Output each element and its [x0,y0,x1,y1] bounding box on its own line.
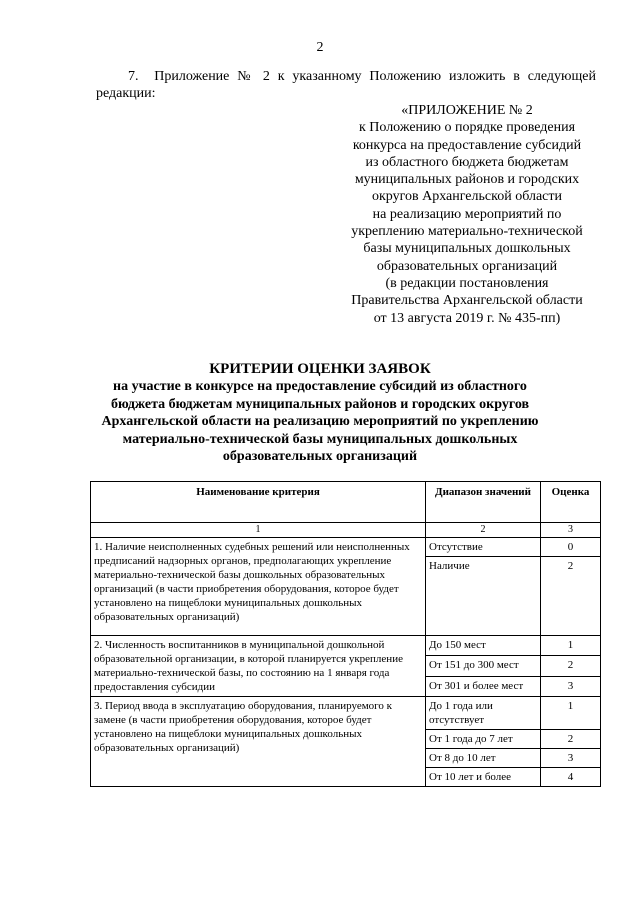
table-header-row [91,482,601,523]
score-value: 1 [541,636,601,656]
table-row [91,538,601,557]
criteria-subtitle-line: на участие в конкурсе на предоставление субсидий из областного [113,379,527,394]
score-value: 3 [541,676,601,696]
score-value: 2 [541,730,601,749]
range-value: До 1 года или отсутствует [426,697,541,730]
page-number: 2 [316,40,324,55]
score-value: 1 [541,697,601,730]
table-row [91,636,601,656]
range-value: От 8 до 10 лет [426,749,541,768]
intro-paragraph [96,68,596,102]
range-value: От 1 года до 7 лет [426,730,541,749]
appendix-line: округов Архангельской области [372,189,562,205]
column-number-row [91,523,601,538]
range-value: От 301 и более мест [426,676,541,696]
criteria-subtitle-line: Архангельской области на реализацию мероприятий по укреплению [101,414,539,429]
range-value: Наличие [426,557,541,636]
criteria-subtitle-line: образовательных организаций [222,449,418,464]
range-value: От 10 лет и более [426,768,541,787]
appendix-line: к Положению о порядке проведения [358,120,576,136]
appendix-line: базы муниципальных дошкольных [363,241,571,257]
appendix-line: из областного бюджета бюджетам [365,154,569,170]
appendix-line: от 13 августа 2019 г. № 435-пп) [373,310,561,326]
appendix-line: укреплению материально-технической [351,224,583,240]
range-value: До 150 мест [426,636,541,656]
appendix-line: муниципальных районов и городских [354,172,580,188]
column-number: 3 [541,523,601,538]
score-value: 4 [541,768,601,787]
appendix-line: «ПРИЛОЖЕНИЕ № 2 [401,103,533,118]
criterion-name: 2. Численность воспитанников в муниципальной дошкольной образовательной организации, в которой планируется укрепление материально-технической базы, по состоянию на 1 января года предоставления субсидии [91,636,426,697]
header-score: Оценка [541,482,601,523]
header-criterion: Наименование критерия [91,482,426,523]
score-value: 0 [541,538,601,557]
column-number: 2 [426,523,541,538]
column-number: 1 [91,523,426,538]
score-value: 3 [541,749,601,768]
range-value: От 151 до 300 мест [426,656,541,676]
appendix-line: образовательных организаций [376,258,558,274]
appendix-line: (в редакции постановления [385,275,549,291]
criteria-subtitle-line: бюджета бюджетам муниципальных районов и городских округов [110,396,530,412]
criteria-title: КРИТЕРИИ ОЦЕНКИ ЗАЯВОК [209,361,431,377]
criterion-name: 1. Наличие неисполненных судебных решений или неисполненных предписаний надзорных органов, предполагающих укрепление материально-технической базы дошкольных образовательных организаций (в части приобретения оборудования, которое будет установлено на пищеблоки муниципальных дошкольных образовательных организаций) [91,538,426,636]
intro-number: 7. [128,69,139,84]
appendix-line: конкурса на предоставление субсидий [352,137,582,153]
table-row [91,697,601,730]
header-range: Диапазон значений [426,482,541,523]
score-value: 2 [541,656,601,676]
criteria-table [90,481,601,787]
criteria-subtitle [95,378,545,466]
range-value: Отсутствие [426,538,541,557]
criteria-subtitle-line: материально-технической базы муниципальных дошкольных [122,431,518,447]
appendix-line: Правительства Архангельской области [351,293,583,309]
appendix-header [322,102,612,327]
criterion-name: 3. Период ввода в эксплуатацию оборудования, планируемого к замене (в части приобретения оборудования, которое будет установлено на пищеблоки муниципальных дошкольных образовательных организаций) [91,697,426,787]
score-value: 2 [541,557,601,636]
intro-text: Приложение № 2 к указанному Положению изложить в следующей редакции: [96,69,596,101]
appendix-line: на реализацию мероприятий по [372,206,562,222]
